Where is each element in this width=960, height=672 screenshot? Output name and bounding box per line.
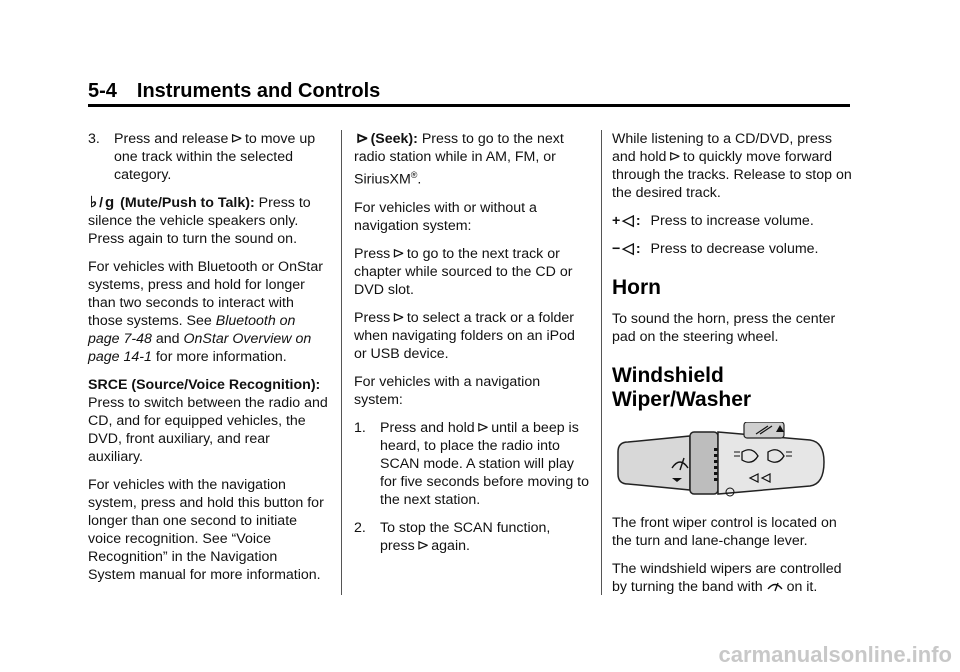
column-divider — [601, 130, 602, 595]
page-number: 5-4 — [88, 80, 117, 102]
press-folder-paragraph: Press ⊳ to select a track or a folder when navigating folders on an iPod or USB device. — [354, 308, 575, 362]
wiper-icon — [767, 580, 783, 592]
horn-heading: Horn — [612, 276, 661, 299]
mute-paragraph: ♭ / ɡ (Mute/Push to Talk): Press to silence the vehicle speakers only. Press again to turn the sound on. — [88, 194, 311, 247]
cd-paragraph: While listening to a CD/DVD, press and hold ⊳ to quickly move forward through the tracks. Release to stop on the desired track. — [612, 131, 852, 201]
column-divider — [341, 130, 342, 595]
seek-paragraph: ⊳ (Seek): Press to go to the next radio station while in AM, FM, or SiriusXM®. — [354, 130, 564, 188]
wiper-band-paragraph: The windshield wipers are controlled by turning the band with on it. — [612, 561, 842, 595]
mute-icon: ♭ — [90, 194, 98, 211]
onstar-link[interactable]: OnStar Overview on page 14-1 — [88, 331, 312, 365]
seek-next-icon: ⊳ — [476, 418, 490, 436]
chapter-title: Instruments and Controls — [136, 80, 381, 102]
speaker-icon: ◁ — [622, 240, 634, 257]
list-item: 1. Press and hold ⊳ until a beep is heard, to place the radio into SCAN mode. A station will play for five seconds before moving to the next station. — [354, 418, 589, 508]
srce-paragraph: SRCE (Source/Voice Recognition): Press to switch between the radio and CD, and for equipped vehicles, the DVD, front auxiliary, and rear auxiliary. — [88, 377, 328, 465]
volume-down-paragraph: − ◁ : Press to decrease volume. — [612, 240, 819, 257]
navigation-paragraph: For vehicles with the navigation system, press and hold this button for longer than one second to initiate voice recognition. See “Voice Recognition” in the Navigation System manual for more information. — [88, 477, 324, 583]
bluetooth-link[interactable]: Bluetooth on page 7-48 — [88, 313, 296, 347]
list-number: 1. — [354, 419, 366, 436]
header-rule — [88, 104, 850, 107]
seek-next-icon: ⊳ — [356, 130, 369, 147]
seek-next-icon: ⊳ — [668, 148, 682, 165]
column-right — [612, 130, 852, 606]
nav-system-paragraph: For vehicles with a navigation system: — [354, 373, 541, 408]
list-number: 2. — [354, 519, 366, 536]
wiper-location-paragraph: The front wiper control is located on the turn and lane-change lever. — [612, 515, 837, 549]
list-item: 3. Press and release ⊳ to move up one track within the selected category. — [88, 130, 316, 183]
seek-next-icon: ⊳ — [392, 308, 405, 326]
column-middle — [354, 130, 590, 565]
bluetooth-paragraph: For vehicles with Bluetooth or OnStar systems, press and hold for longer than two seconds to interact with those systems. See Bluetooth on page 7-48 and OnStar Overview on page 14-1 for more information. — [88, 259, 323, 365]
wiper-heading: Windshield Wiper/Washer — [612, 364, 752, 411]
watermark: carmanualsonline.info — [718, 642, 952, 667]
header-title-row — [88, 80, 380, 103]
seek-next-icon: ⊳ — [230, 130, 243, 147]
column-left — [88, 130, 328, 594]
list-item: 2. To stop the SCAN function, press ⊳ again. — [354, 519, 551, 554]
seek-next-icon: ⊳ — [392, 244, 405, 262]
volume-up-paragraph: + ◁ : Press to increase volume. — [612, 212, 814, 229]
wiper-lever-illustration — [610, 422, 832, 504]
seek-next-icon: ⊳ — [416, 536, 430, 554]
list-number: 3. — [88, 131, 100, 147]
press-track-paragraph: Press ⊳ to go to the next track or chapter while sourced to the CD or DVD slot. — [354, 244, 573, 298]
with-nav-paragraph: For vehicles with or without a navigation system: — [354, 199, 537, 234]
horn-paragraph: To sound the horn, press the center pad on the steering wheel. — [612, 311, 836, 345]
speaker-icon: ◁ — [622, 212, 634, 229]
push-to-talk-icon: ɡ — [105, 194, 115, 211]
